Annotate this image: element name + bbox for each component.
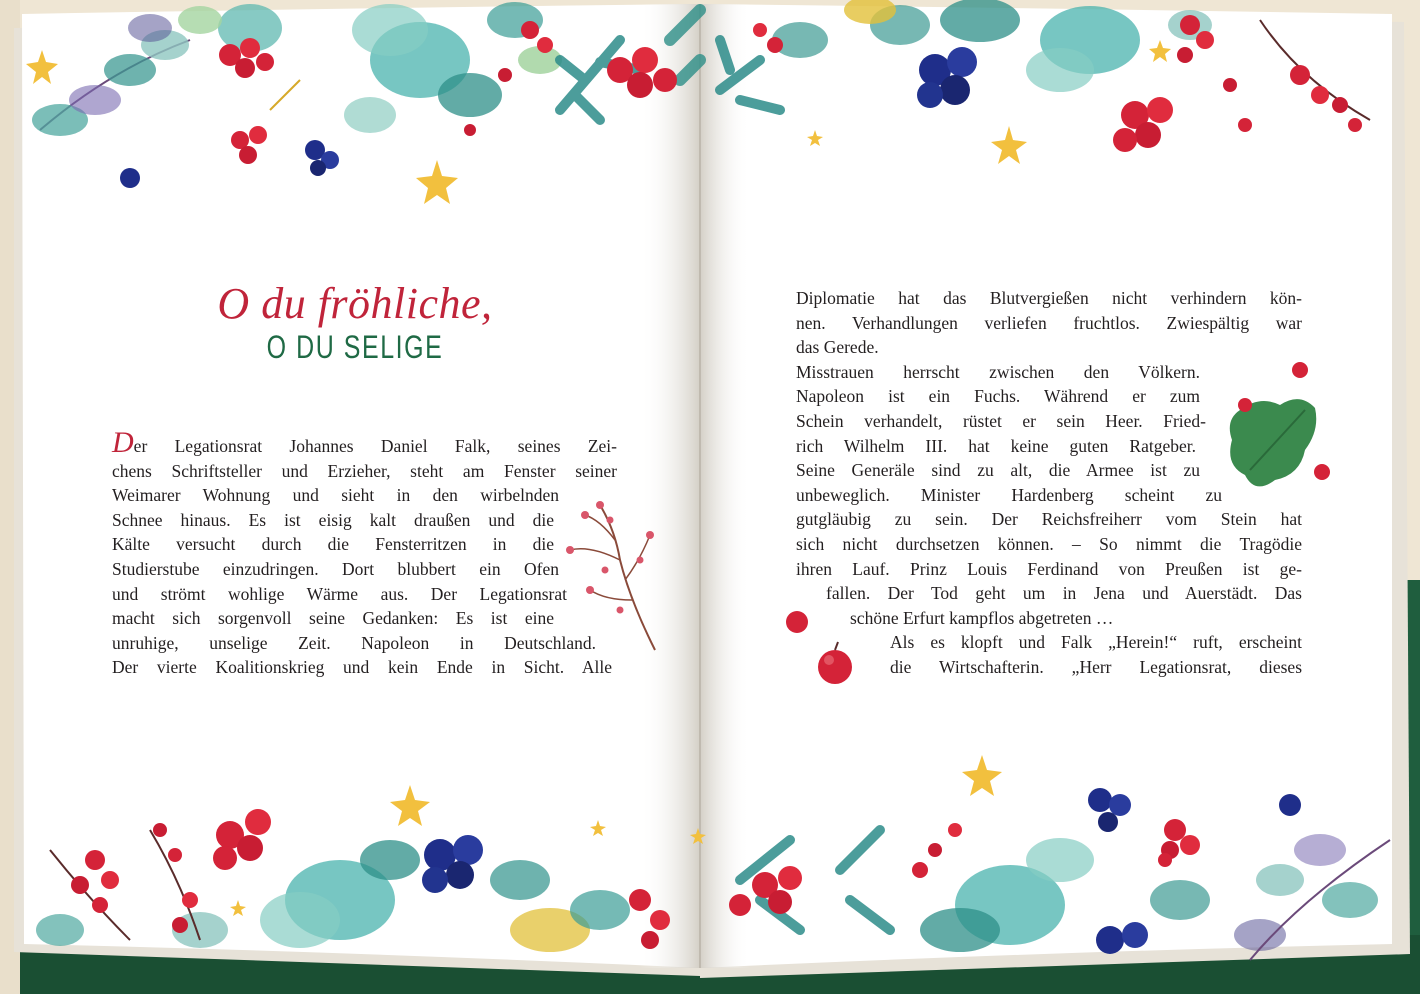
chapter-title-line2: O DU SELIGE	[266, 329, 444, 366]
gutter-shadow-right	[700, 4, 750, 968]
left-text-line-10: Der vierte Koalitionskrieg und kein Ende in Sicht. Alle	[112, 657, 612, 678]
right-text-line-3: das Gerede.	[796, 337, 879, 358]
right-text-line-13: fallen. Der Tod geht um in Jena und Auerstädt. Das	[826, 583, 1302, 604]
right-text-line-15: Als es klopft und Falk „Herein!“ ruft, erscheint	[890, 632, 1302, 653]
left-text-line-5: Kälte versucht durch die Fensterritzen in die	[112, 534, 554, 555]
right-text-line-9: unbeweglich. Minister Hardenberg scheint zu	[796, 484, 1222, 505]
right-text-line-8: Seine Generäle sind zu alt, die Armee ist zu	[796, 460, 1200, 481]
left-text-line-8: macht sich sorgenvoll seine Gedanken: Es ist eine	[112, 608, 554, 629]
chapter-title	[130, 280, 580, 366]
left-page-text	[112, 426, 617, 680]
right-text-line-12: ihren Lauf. Prinz Louis Ferdinand von Preußen ist ge-	[796, 558, 1302, 579]
left-text-line-1-body: er Legationsrat Johannes Daniel Falk, seines Zei-	[133, 436, 617, 456]
right-text-line-10: gutgläubig zu sein. Der Reichsfreiherr vom Stein hat	[796, 509, 1302, 530]
right-text-line-11: sich nicht durchsetzen können. – So nimmt die Tragödie	[796, 533, 1302, 554]
left-text-line-1	[112, 426, 617, 459]
right-text-line-7: rich Wilhelm III. hat keine guten Ratgeber.	[796, 435, 1196, 456]
right-text-line-16: die Wirtschafterin. „Herr Legationsrat, dieses	[890, 656, 1302, 677]
right-text-line-4: Misstrauen herrscht zwischen den Völkern.	[796, 361, 1200, 382]
right-text-line-2: nen. Verhandlungen verliefen fruchtlos. Zwiespältig war	[796, 312, 1302, 333]
left-text-line-2: chens Schriftsteller und Erzieher, steht am Fenster seiner	[112, 460, 617, 481]
gutter-shadow-left	[640, 4, 700, 968]
right-text-line-6: Schein verhandelt, rüstet er sein Heer. Fried-	[796, 410, 1206, 431]
right-text-line-1: Diplomatie hat das Blutvergießen nicht verhindern kön-	[796, 288, 1302, 308]
left-text-line-7: und strömt wohlige Wärme aus. Der Legationsrat	[112, 583, 567, 604]
chapter-title-line1: O du fröhliche,	[217, 279, 493, 328]
left-text-line-4: Schnee hinaus. Es ist eisig kalt draußen und die	[112, 509, 554, 530]
right-text-line-5: Napoleon ist ein Fuchs. Während er zum	[796, 386, 1200, 407]
right-text-line-14: schöne Erfurt kampflos abgetreten …	[850, 607, 1114, 628]
left-text-line-9: unruhige, unselige Zeit. Napoleon in Deutschland.	[112, 632, 596, 653]
left-text-line-3: Weimarer Wohnung und sieht in den wirbelnden	[112, 485, 559, 506]
drop-cap: D	[112, 426, 134, 459]
right-page-text	[796, 286, 1302, 680]
left-text-line-6: Studierstube einzudringen. Dort blubbert ein Ofen	[112, 558, 559, 579]
